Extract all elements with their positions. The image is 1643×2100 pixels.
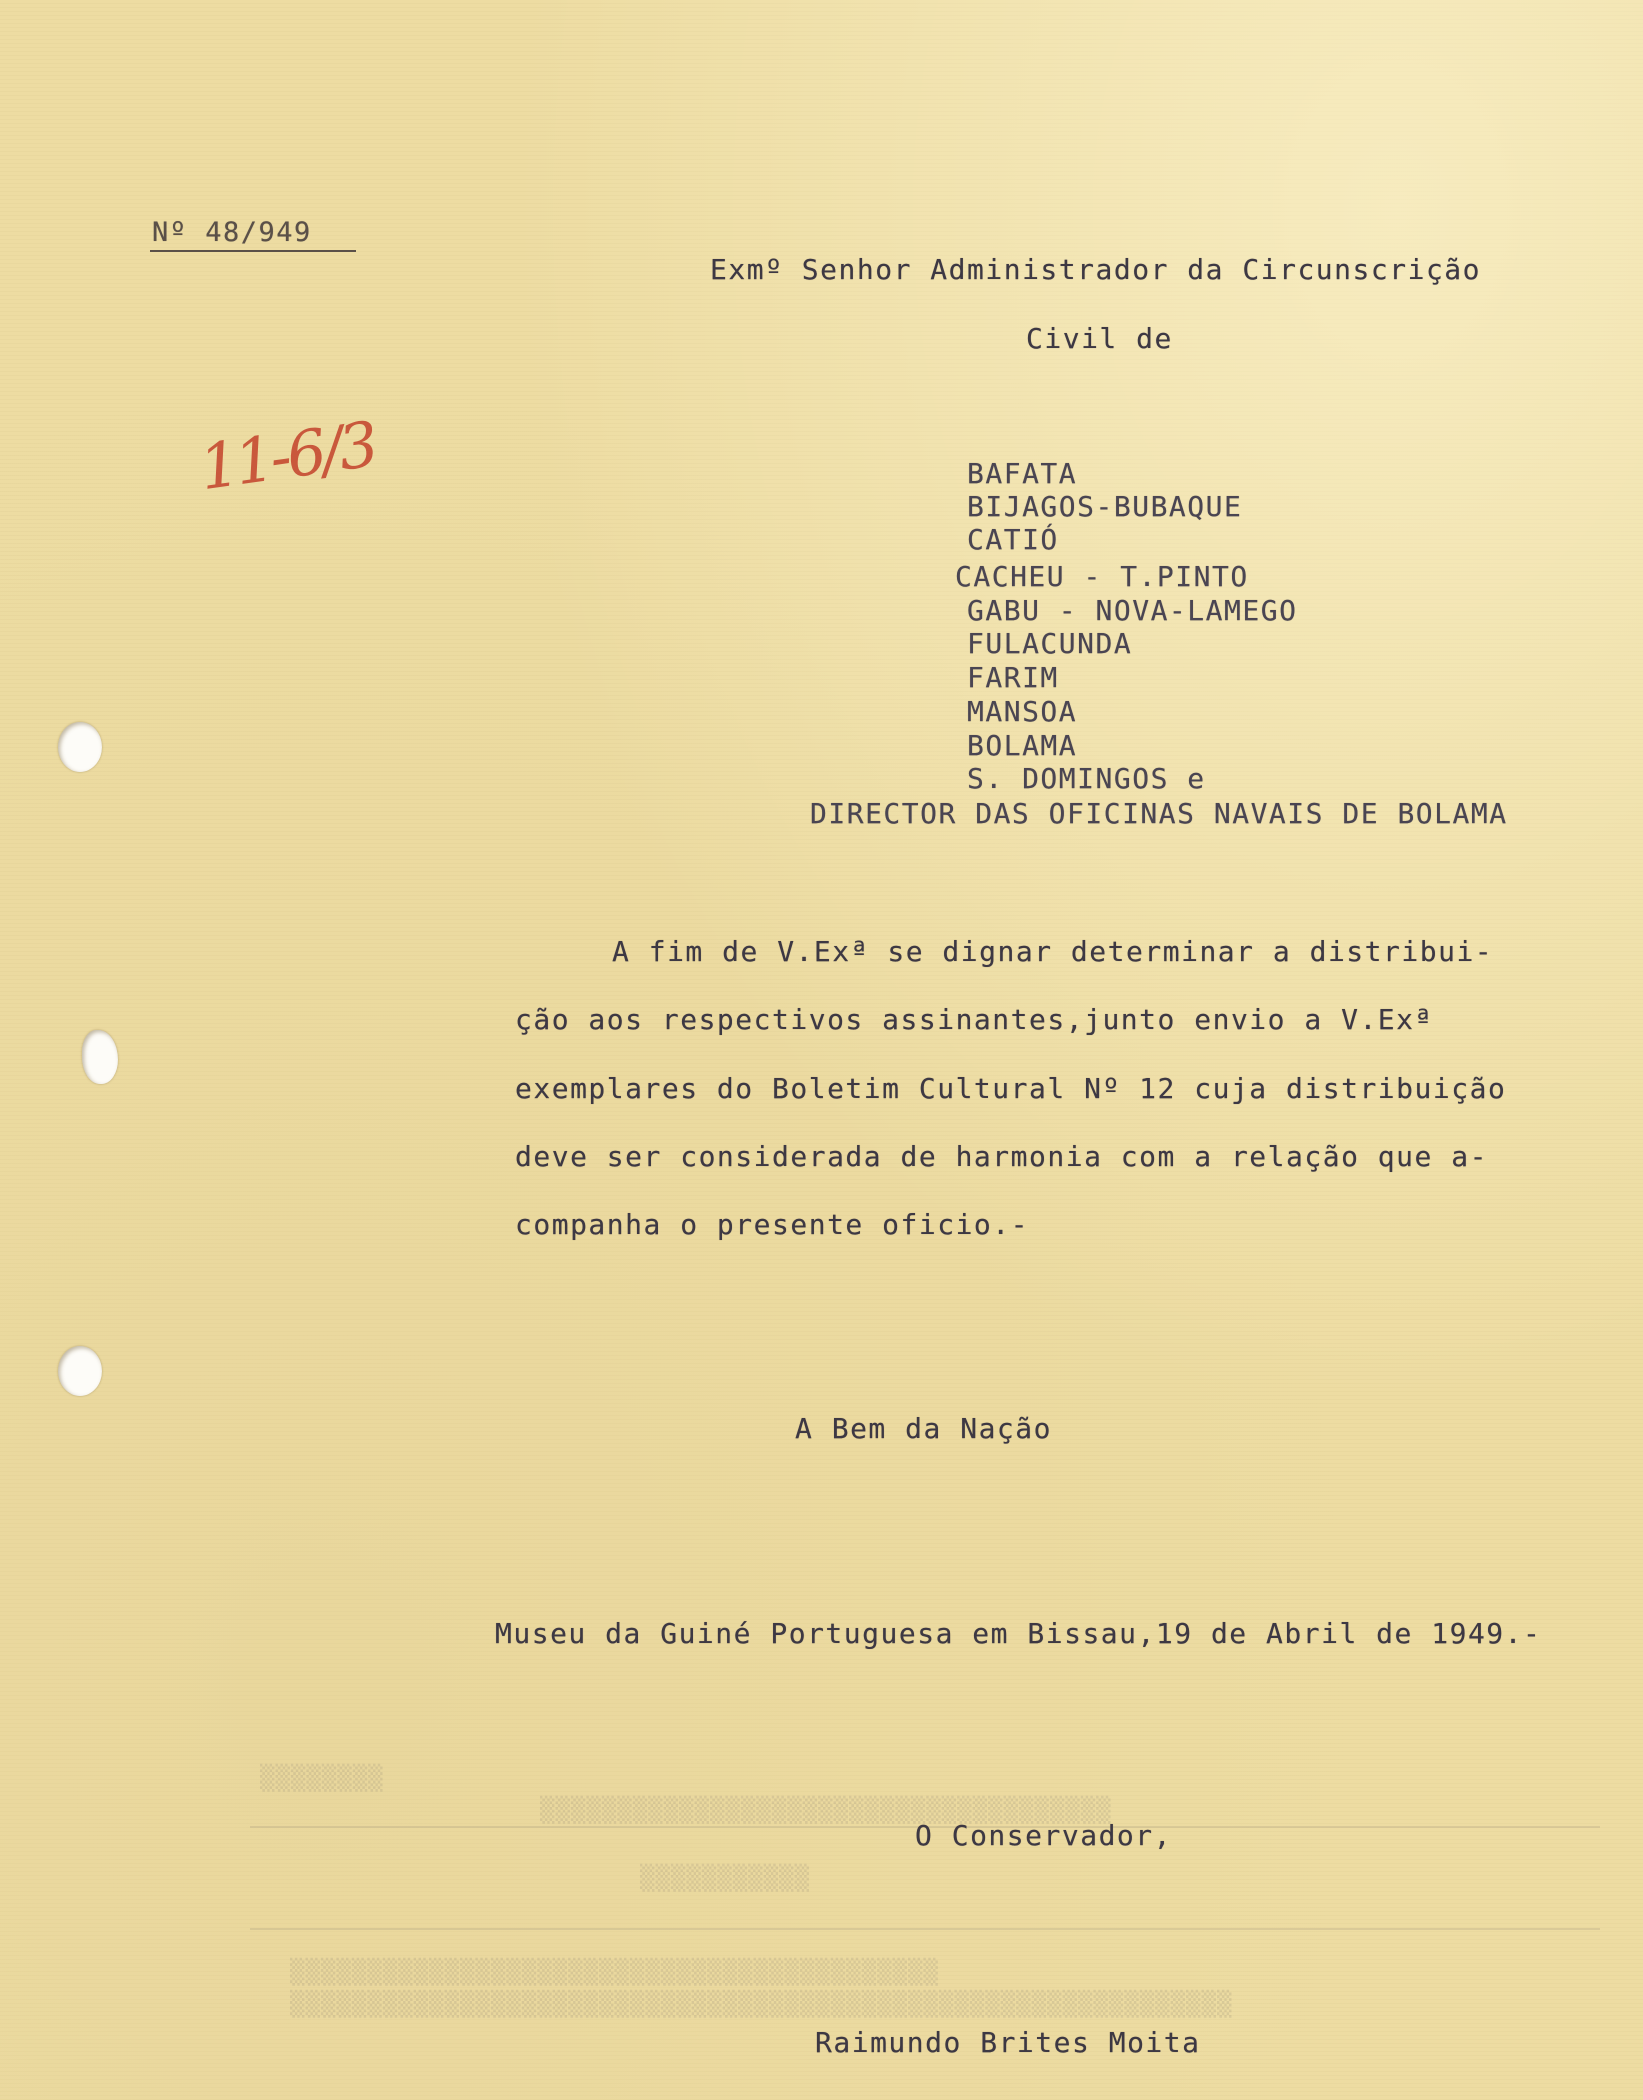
addressee-line: Exmº Senhor Administrador da Circunscrição xyxy=(710,253,1482,286)
body-line: exemplares do Boletim Cultural Nº 12 cuja distribuição xyxy=(515,1072,1507,1105)
place-name: S. DOMINGOS e xyxy=(967,762,1206,795)
body-line: A fim de V.Exª se dignar determinar a distribui- xyxy=(612,935,1494,968)
place-name: FARIM xyxy=(967,661,1059,694)
place-name: GABU - NOVA-LAMEGO xyxy=(967,594,1298,627)
punch-hole xyxy=(58,1346,102,1396)
director-line: DIRECTOR DAS OFICINAS NAVAIS DE BOLAMA xyxy=(810,797,1508,830)
place-name: BIJAGOS-BUBAQUE xyxy=(967,490,1243,523)
place-name: BAFATA xyxy=(967,457,1078,490)
place-and-date: Museu da Guiné Portuguesa em Bissau,19 de Abril de 1949.- xyxy=(495,1617,1542,1650)
reference-number: Nº 48/949 xyxy=(152,217,312,248)
place-name: FULACUNDA xyxy=(967,627,1133,660)
bleed-through-text: ▒▒▒▒▒▒▒▒▒▒▒▒▒▒▒▒▒▒▒▒▒▒▒▒▒▒▒▒▒▒▒▒▒▒▒▒▒ xyxy=(540,1796,1112,1824)
place-name: CACHEU - T.PINTO xyxy=(955,560,1249,593)
handwritten-annotation: 11-6/3 xyxy=(195,407,380,505)
closing-title: O Conservador, xyxy=(915,1819,1173,1852)
bleed-through-text: ▒▒▒▒▒▒▒▒▒▒▒▒▒▒▒▒▒▒▒▒▒▒▒▒▒▒▒▒▒▒▒▒▒▒▒▒▒▒▒▒▒▒ xyxy=(290,1958,939,1986)
place-name: MANSOA xyxy=(967,695,1078,728)
place-name: BOLAMA xyxy=(967,729,1078,762)
addressee-line: Civil de xyxy=(1026,322,1173,355)
reference-underline xyxy=(150,250,356,252)
bleed-through-text: ▒▒▒▒▒▒▒▒▒▒▒▒▒▒▒▒▒▒▒▒▒▒▒▒▒▒▒▒▒▒▒▒▒▒▒▒▒▒▒▒▒▒▒▒▒▒▒▒▒▒▒▒▒▒▒▒▒▒▒▒▒ xyxy=(290,1990,1233,2018)
body-line: ção aos respectivos assinantes,junto envio a V.Exª xyxy=(515,1003,1433,1036)
punch-hole xyxy=(82,1030,118,1084)
body-line: companha o presente oficio.- xyxy=(515,1208,1030,1241)
bleed-through-text: ▒▒▒▒▒▒▒▒ xyxy=(260,1764,384,1792)
bleed-through-text: ▒▒▒▒▒▒▒▒▒▒▒ xyxy=(640,1864,810,1892)
punch-hole xyxy=(58,722,102,772)
signatory-name: Raimundo Brites Moita xyxy=(815,2026,1201,2059)
place-name: CATIÓ xyxy=(967,523,1059,556)
salutation: A Bem da Nação xyxy=(795,1412,1053,1445)
body-line: deve ser considerada de harmonia com a relação que a- xyxy=(515,1140,1488,1173)
bleed-through-rule xyxy=(250,1928,1600,1930)
